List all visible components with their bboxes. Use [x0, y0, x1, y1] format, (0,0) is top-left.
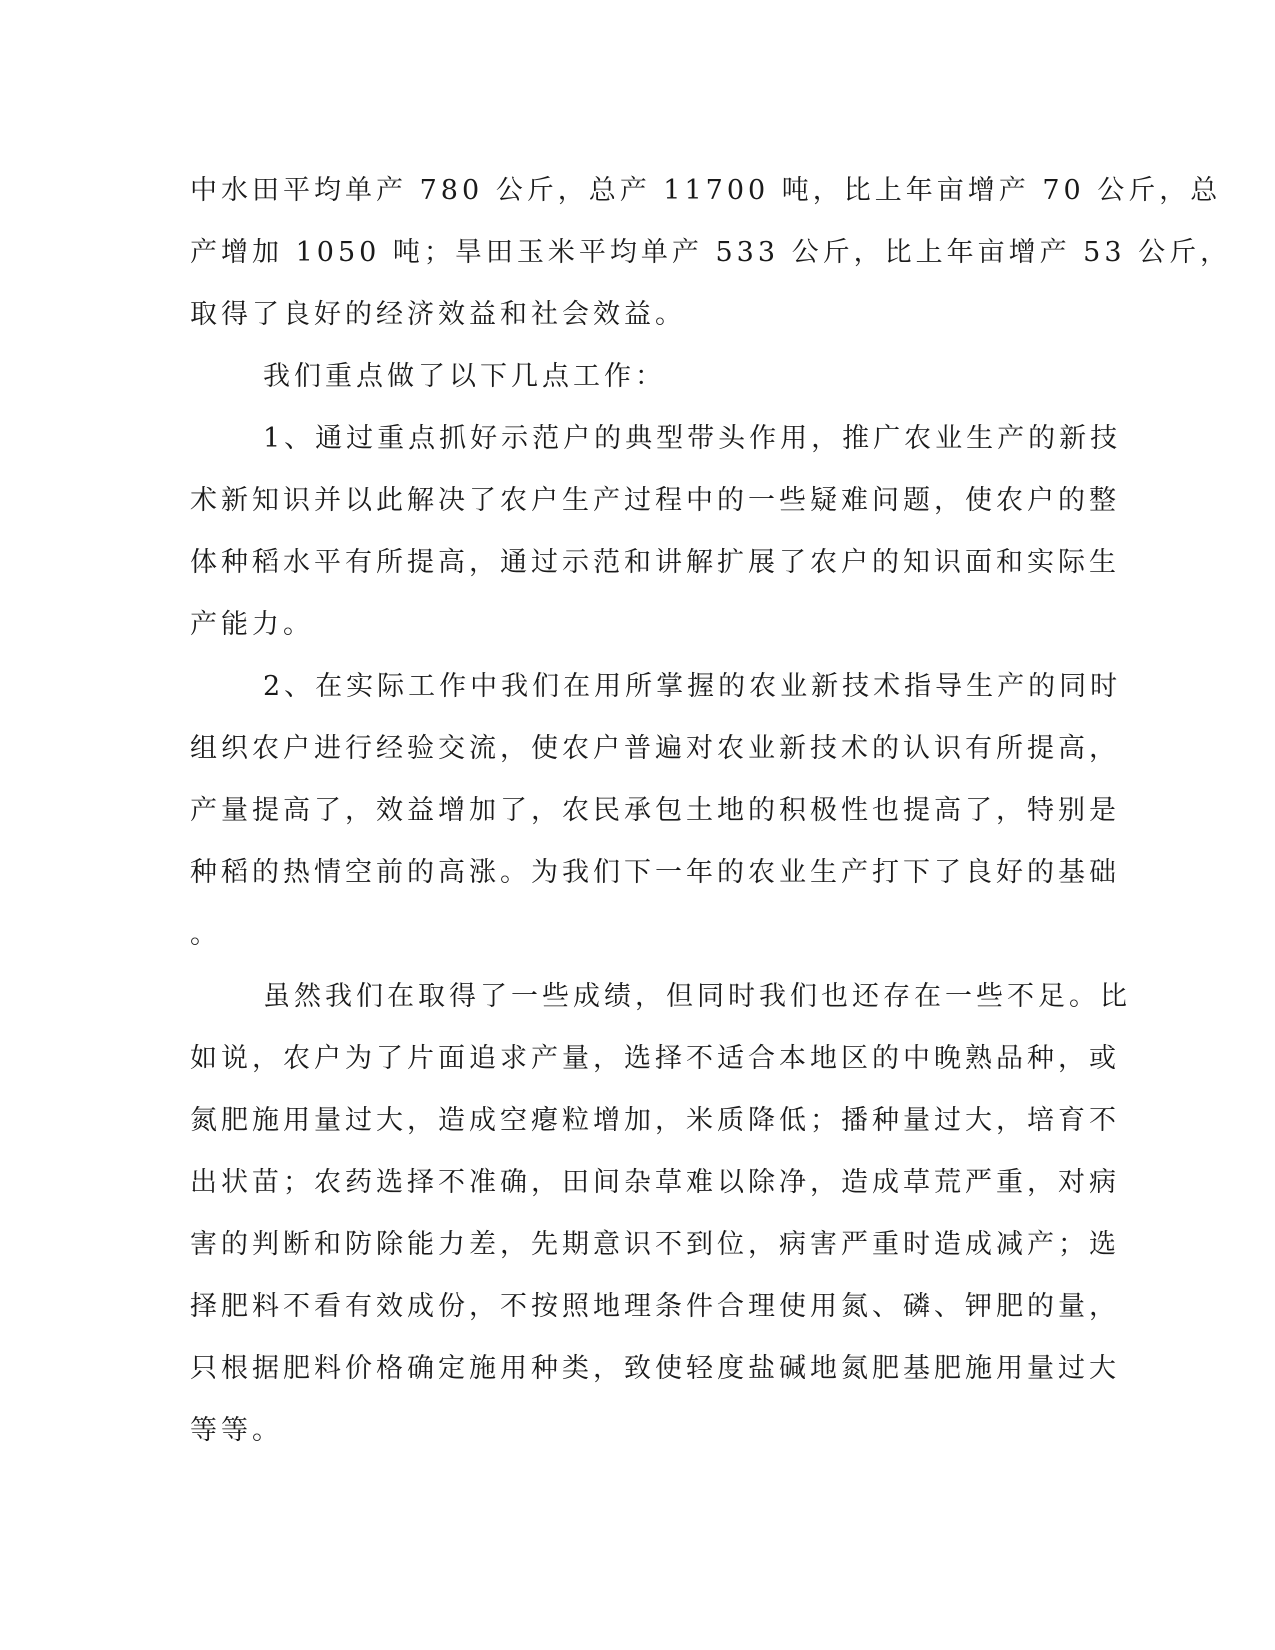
text-line: 。 [190, 919, 221, 950]
text-line: 组织农户进行经验交流，使农户普遍对农业新技术的认识有所提高， [190, 733, 1120, 764]
body-text [190, 160, 1232, 1462]
text-line: 种稻的热情空前的高涨。为我们下一年的农业生产打下了良好的基础 [190, 857, 1120, 888]
paragraph-heading: 我们重点做了以下几点工作： [263, 361, 666, 392]
text-line: 产量提高了，效益增加了，农民承包土地的积极性也提高了，特别是 [190, 795, 1120, 826]
text-line: 产增加 1050 吨；旱田玉米平均单产 533 公斤，比上年亩增产 53 公斤， [190, 237, 1232, 268]
text-line: 2、在实际工作中我们在用所掌握的农业新技术指导生产的同时 [263, 671, 1122, 702]
text-line: 虽然我们在取得了一些成绩，但同时我们也还存在一些不足。比 [263, 981, 1131, 1012]
text-line: 取得了良好的经济效益和社会效益。 [190, 299, 686, 330]
text-line: 产能力。 [190, 609, 314, 640]
text-line: 只根据肥料价格确定施用种类，致使轻度盐碱地氮肥基肥施用量过大 [190, 1353, 1120, 1384]
text-line: 出状苗；农药选择不准确，田间杂草难以除净，造成草荒严重，对病 [190, 1167, 1120, 1198]
text-line: 如说，农户为了片面追求产量，选择不适合本地区的中晚熟品种，或 [190, 1043, 1120, 1074]
text-line: 术新知识并以此解决了农户生产过程中的一些疑难问题，使农户的整 [190, 485, 1120, 516]
text-line: 中水田平均单产 780 公斤，总产 11700 吨，比上年亩增产 70 公斤，总 [190, 175, 1222, 206]
text-line: 氮肥施用量过大，造成空瘪粒增加，米质降低；播种量过大，培育不 [190, 1105, 1120, 1136]
text-line: 害的判断和防除能力差，先期意识不到位，病害严重时造成减产；选 [190, 1229, 1120, 1260]
text-line: 1、通过重点抓好示范户的典型带头作用，推广农业生产的新技 [263, 423, 1122, 454]
text-line: 择肥料不看有效成份，不按照地理条件合理使用氮、磷、钾肥的量， [190, 1291, 1120, 1322]
text-line: 体种稻水平有所提高，通过示范和讲解扩展了农户的知识面和实际生 [190, 547, 1120, 578]
text-line: 等等。 [190, 1415, 283, 1446]
